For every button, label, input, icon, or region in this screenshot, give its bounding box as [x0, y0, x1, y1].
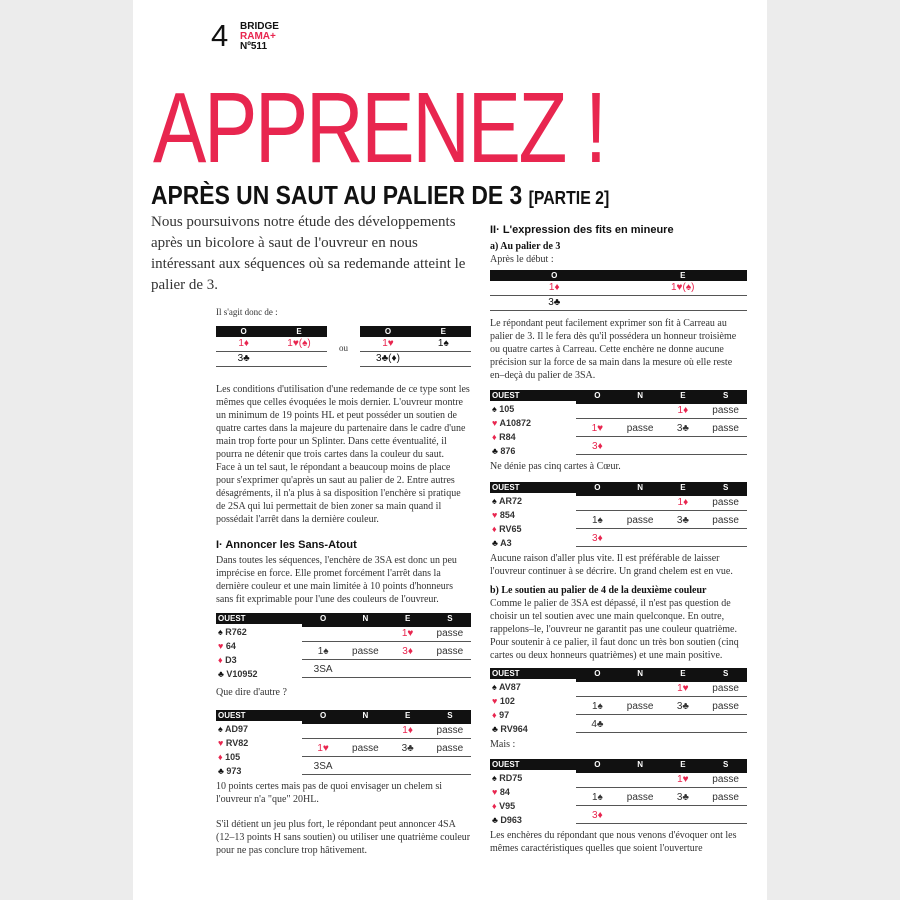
col-header: O — [216, 326, 271, 337]
bid-cell: 3♣ — [387, 742, 429, 757]
col-header: N — [619, 759, 662, 773]
bid-cell — [704, 718, 747, 733]
col-header: E — [662, 759, 705, 773]
bid-cell: 3SA — [302, 663, 344, 678]
bid-cell — [704, 532, 747, 547]
card-holding: RV65 — [499, 524, 522, 534]
lead-text-a: Après le début : — [490, 254, 554, 265]
card-holding: 64 — [225, 641, 236, 651]
bid-cell — [576, 496, 619, 511]
bid-cell: 1♠ — [302, 645, 344, 660]
bid-cell — [429, 760, 471, 775]
col-header: O — [302, 613, 344, 627]
paragraph-6: Le répondant peut facilement exprimer son fit à Carreau au palier de 3. Il le fera dès qu'il possédera un honneur troisième ou quatre cartes à Carreau. Cette enchère ne donne aucune précision sur la force de sa main dans la mesure où elle reste en–deçà du palier de 3SA. — [490, 318, 737, 381]
bid-cell: 1♥(♠) — [619, 281, 748, 296]
hand-1-cards — [216, 613, 302, 681]
diamond-icon: ♦ — [492, 801, 497, 811]
bid-cell — [662, 440, 705, 455]
bid-cell — [344, 627, 386, 642]
right-column — [490, 223, 747, 855]
spade-icon: ♠ — [492, 682, 497, 692]
magazine-name-2: RAMA+ — [240, 31, 276, 42]
hand-6 — [490, 759, 747, 827]
page — [133, 0, 767, 900]
bid-cell — [704, 809, 747, 824]
col-header: O — [302, 710, 344, 724]
col-header: O — [576, 759, 619, 773]
diamond-icon: ♦ — [218, 752, 223, 762]
bid-cell: passe — [704, 700, 747, 715]
page-number: 4 — [211, 18, 229, 53]
bid-cell — [576, 682, 619, 697]
card-holding: A3 — [500, 538, 512, 548]
diamond-icon: ♦ — [218, 655, 223, 665]
bid-cell: passe — [619, 791, 662, 806]
bid-cell: passe — [704, 791, 747, 806]
card-holding: AR72 — [498, 496, 522, 506]
col-header: N — [619, 482, 662, 496]
col-header: N — [619, 668, 662, 682]
paragraph-1: Les conditions d'utilisation d'une redemande de ce type sont les mêmes que celles évoquées le mois dernier. L'ouvreur montre un minimum de 19 points HL et peut posséder un soutien de quatre cartes dans la majeure du partenaire dans le cadre d'une main trop forte pour un Splinter. Dans cette éventualité, il pourra ne détenir que trois cartes dans la couleur du saut. — [216, 384, 470, 460]
card-holding: 854 — [499, 510, 515, 520]
bid-cell — [619, 440, 662, 455]
bid-cell: passe — [344, 645, 386, 660]
col-header: N — [619, 390, 662, 404]
bid-cell: 1♠ — [416, 337, 471, 352]
col-header: E — [416, 326, 471, 337]
bid-cell: 3♣ — [662, 791, 705, 806]
spade-icon: ♠ — [492, 404, 497, 414]
col-header: O — [360, 326, 415, 337]
bid-cell — [619, 773, 662, 788]
hand-4-cards — [490, 482, 576, 550]
or-label: ou — [339, 343, 348, 353]
intro-tables — [216, 326, 471, 367]
hand-label: OUEST — [490, 390, 576, 401]
col-header: O — [576, 668, 619, 682]
auction-table-b — [360, 326, 471, 367]
bid-cell: 1♥ — [576, 422, 619, 437]
card-holding: 84 — [499, 787, 510, 797]
bid-cell — [576, 773, 619, 788]
bid-cell — [302, 627, 344, 642]
spade-icon: ♠ — [218, 724, 223, 734]
intro-paragraph: Nous poursuivons notre étude des développements après un bicolore à saut de l'ouvreur en nous intéressant aux séquences où sa redemande atteint le palier de 3. — [151, 214, 466, 293]
col-header: S — [429, 710, 471, 724]
bid-cell — [429, 663, 471, 678]
hand-label: OUEST — [490, 668, 576, 679]
hand-5-cards — [490, 668, 576, 736]
card-holding: 97 — [499, 710, 510, 720]
section-2-heading: II· L'expression des fits en mineure — [490, 224, 674, 236]
subtitle-part: [PARTIE 2] — [528, 188, 610, 208]
hand-5-auction — [576, 668, 747, 736]
paragraph-5: S'il détient un jeu plus fort, le répondant peut annoncer 4SA (12–13 points H sans soutien) ou utiliser une quatrième couleur pour ne pas conclure trop hâtivement. — [216, 819, 471, 856]
bid-cell: passe — [619, 422, 662, 437]
heart-icon: ♥ — [492, 418, 498, 428]
card-holding: AD97 — [224, 724, 248, 734]
club-icon: ♣ — [492, 724, 498, 734]
bid-cell: 3♦ — [576, 440, 619, 455]
paragraph-8: Aucune raison d'aller plus vite. Il est préférable de laisser l'ouvreur continuer à se décrire. Un grand chelem est en vue. — [490, 553, 733, 577]
hand-6-cards — [490, 759, 576, 827]
card-holding: 102 — [499, 696, 515, 706]
bid-cell: passe — [704, 422, 747, 437]
hand-3-auction — [576, 390, 747, 458]
sub-heading-b: b) Le soutien au palier de 4 de la deuxième couleur — [490, 585, 707, 596]
paragraph-10: Les enchères du répondant que nous venons d'évoquer ont les mêmes caractéristiques quelles que soient l'ouverture — [490, 830, 737, 854]
card-holding: 973 — [226, 766, 242, 776]
bid-cell — [387, 760, 429, 775]
bid-cell: 1♥(♠) — [271, 337, 326, 352]
bid-cell — [344, 724, 386, 739]
section-1-heading: I· Annoncer les Sans-Atout — [216, 539, 357, 551]
bid-cell: passe — [429, 645, 471, 660]
card-holding: D3 — [225, 655, 237, 665]
bid-cell: 1♥ — [662, 773, 705, 788]
hand-4 — [490, 482, 747, 550]
hand-4-auction — [576, 482, 747, 550]
col-header: O — [490, 270, 619, 281]
hand-3 — [490, 390, 747, 458]
bid-cell — [302, 724, 344, 739]
hand-label: OUEST — [216, 710, 302, 721]
card-holding: V95 — [499, 801, 516, 811]
bid-cell: 3♣ — [216, 352, 271, 367]
bid-cell: passe — [429, 627, 471, 642]
spade-icon: ♠ — [492, 496, 497, 506]
bid-cell: 3♦ — [576, 809, 619, 824]
bid-cell: 3♣ — [662, 700, 705, 715]
bid-cell — [344, 663, 386, 678]
hand-2 — [216, 710, 471, 778]
col-header: S — [704, 390, 747, 404]
bid-cell: 1♦ — [490, 281, 619, 296]
col-header: O — [576, 482, 619, 496]
bid-cell: 1♠ — [576, 791, 619, 806]
bid-cell: passe — [704, 496, 747, 511]
mais-label: Mais : — [490, 739, 516, 750]
bid-cell: passe — [619, 514, 662, 529]
bid-cell — [387, 663, 429, 678]
paragraph-4: 10 points certes mais pas de quoi envisager un chelem si l'ouvreur n'a "que" 20HL. — [216, 781, 443, 805]
col-header: S — [429, 613, 471, 627]
bid-cell: 3♦ — [576, 532, 619, 547]
hand-2-cards — [216, 710, 302, 778]
sub-heading-a: a) Au palier de 3 — [490, 241, 561, 252]
col-header: E — [271, 326, 326, 337]
diamond-icon: ♦ — [492, 432, 497, 442]
bid-cell: 1♥ — [360, 337, 415, 352]
col-header: E — [619, 270, 748, 281]
bid-cell — [619, 809, 662, 824]
bid-cell — [662, 809, 705, 824]
col-header: O — [576, 390, 619, 404]
hand-5 — [490, 668, 747, 736]
bid-cell: 3♣ — [662, 422, 705, 437]
card-holding: R762 — [225, 627, 247, 637]
heart-icon: ♥ — [492, 696, 498, 706]
col-header: E — [662, 390, 705, 404]
bid-cell — [662, 532, 705, 547]
col-header: S — [704, 668, 747, 682]
bid-cell: passe — [704, 682, 747, 697]
bid-cell — [619, 682, 662, 697]
card-holding: A10872 — [499, 418, 532, 428]
bid-cell — [271, 352, 326, 367]
bid-cell: 1♠ — [576, 514, 619, 529]
bid-cell: 3♣ — [662, 514, 705, 529]
auction-table-a — [216, 326, 327, 367]
bid-cell: 1♥ — [662, 682, 705, 697]
col-header: E — [387, 710, 429, 724]
col-header: S — [704, 759, 747, 773]
bid-cell — [662, 718, 705, 733]
club-icon: ♣ — [492, 446, 498, 456]
spade-icon: ♠ — [492, 773, 497, 783]
bid-cell: passe — [429, 724, 471, 739]
card-holding: D963 — [500, 815, 522, 825]
col-header: E — [662, 482, 705, 496]
col-header: S — [704, 482, 747, 496]
hand-1-auction — [302, 613, 471, 681]
bid-cell — [619, 718, 662, 733]
card-holding: R84 — [499, 432, 516, 442]
bid-cell: passe — [429, 742, 471, 757]
subtitle — [151, 181, 609, 212]
bid-cell: 3♣ — [490, 296, 619, 311]
bid-cell — [619, 532, 662, 547]
left-column — [216, 306, 471, 857]
col-header: E — [387, 613, 429, 627]
heart-icon: ♥ — [218, 738, 224, 748]
hand-3-cards — [490, 390, 576, 458]
page-title: APPRENEZ ! — [153, 72, 605, 184]
bid-cell — [619, 496, 662, 511]
magazine-logo — [240, 22, 279, 52]
card-holding: 876 — [500, 446, 516, 456]
bid-cell: passe — [704, 773, 747, 788]
subtitle-main: APRÈS UN SAUT AU PALIER DE 3 — [151, 180, 523, 210]
bid-cell — [416, 352, 471, 367]
card-holding: AV87 — [498, 682, 521, 692]
paragraph-9: Comme le palier de 3SA est dépassé, il n'est pas question de choisir un tel soutien avec une main quelconque. En outre, rappelons–le, l'ouvreur ne garantit pas une couleur quatrième. Pour soutenir à ce palier, il faut donc un très bon soutien (cinq cartes ou deux honneurs quatrièmes) et une main positive. — [490, 598, 739, 661]
card-holding: 105 — [225, 752, 241, 762]
col-header: N — [344, 710, 386, 724]
paragraph-7: Ne dénie pas cinq cartes à Cœur. — [490, 461, 621, 472]
diamond-icon: ♦ — [492, 524, 497, 534]
bid-cell: 1♥ — [387, 627, 429, 642]
bid-cell: 1♦ — [662, 496, 705, 511]
bid-cell: 1♦ — [387, 724, 429, 739]
bid-cell — [576, 404, 619, 419]
heart-icon: ♥ — [218, 641, 224, 651]
bid-cell: 1♠ — [576, 700, 619, 715]
hand-1 — [216, 613, 471, 681]
bid-cell — [704, 440, 747, 455]
club-icon: ♣ — [218, 766, 224, 776]
bid-cell — [619, 296, 748, 311]
club-icon: ♣ — [218, 669, 224, 679]
col-header: N — [344, 613, 386, 627]
bid-cell: 1♦ — [216, 337, 271, 352]
heart-icon: ♥ — [492, 787, 498, 797]
auction-table-c — [490, 270, 747, 311]
hand-label: OUEST — [490, 759, 576, 770]
bid-cell: 1♦ — [662, 404, 705, 419]
hand-label: OUEST — [216, 613, 302, 624]
bid-cell: 3SA — [302, 760, 344, 775]
card-holding: RD75 — [499, 773, 523, 783]
club-icon: ♣ — [492, 815, 498, 825]
hand-2-auction — [302, 710, 471, 778]
bid-cell: passe — [704, 514, 747, 529]
bid-cell: passe — [704, 404, 747, 419]
card-holding: RV82 — [225, 738, 249, 748]
bid-cell — [619, 404, 662, 419]
card-holding: V10952 — [226, 669, 258, 679]
bid-cell: 4♣ — [576, 718, 619, 733]
spade-icon: ♠ — [218, 627, 223, 637]
heart-icon: ♥ — [492, 510, 498, 520]
hand-6-auction — [576, 759, 747, 827]
bid-cell: passe — [619, 700, 662, 715]
issue-number: Nº511 — [240, 41, 268, 52]
card-holding: RV964 — [500, 724, 528, 734]
bid-cell: 3♦ — [387, 645, 429, 660]
bid-cell — [344, 760, 386, 775]
bid-cell: passe — [344, 742, 386, 757]
card-holding: 105 — [499, 404, 515, 414]
paragraph-3: Dans toutes les séquences, l'enchère de 3SA est donc un peu imprécise en force. Elle promet forcément l'arrêt dans la dernière couleur et une main limitée à 10 points d'honneurs sans fit exprimable pour l'une des couleurs de l'ouvreur. — [216, 555, 457, 605]
col-header: E — [662, 668, 705, 682]
bid-cell: 3♣(♦) — [360, 352, 415, 367]
club-icon: ♣ — [492, 538, 498, 548]
hand-label: OUEST — [490, 482, 576, 493]
paragraph-2: Face à un tel saut, le répondant a beaucoup moins de place pour s'exprimer qu'après un saut au palier de 2. Entre autres désagréments, il n'a plus à sa disposition l'enchère si pratique de 2SA qui lui permettait de bien zoner sa main quand il possédait l'arrêt dans la dernière couleur. — [216, 462, 461, 525]
question-1: Que dire d'autre ? — [216, 687, 287, 698]
bid-cell: 1♥ — [302, 742, 344, 757]
lead-text: Il s'agit donc de : — [216, 307, 278, 317]
diamond-icon: ♦ — [492, 710, 497, 720]
magazine-name-1: BRIDGE — [240, 21, 279, 32]
